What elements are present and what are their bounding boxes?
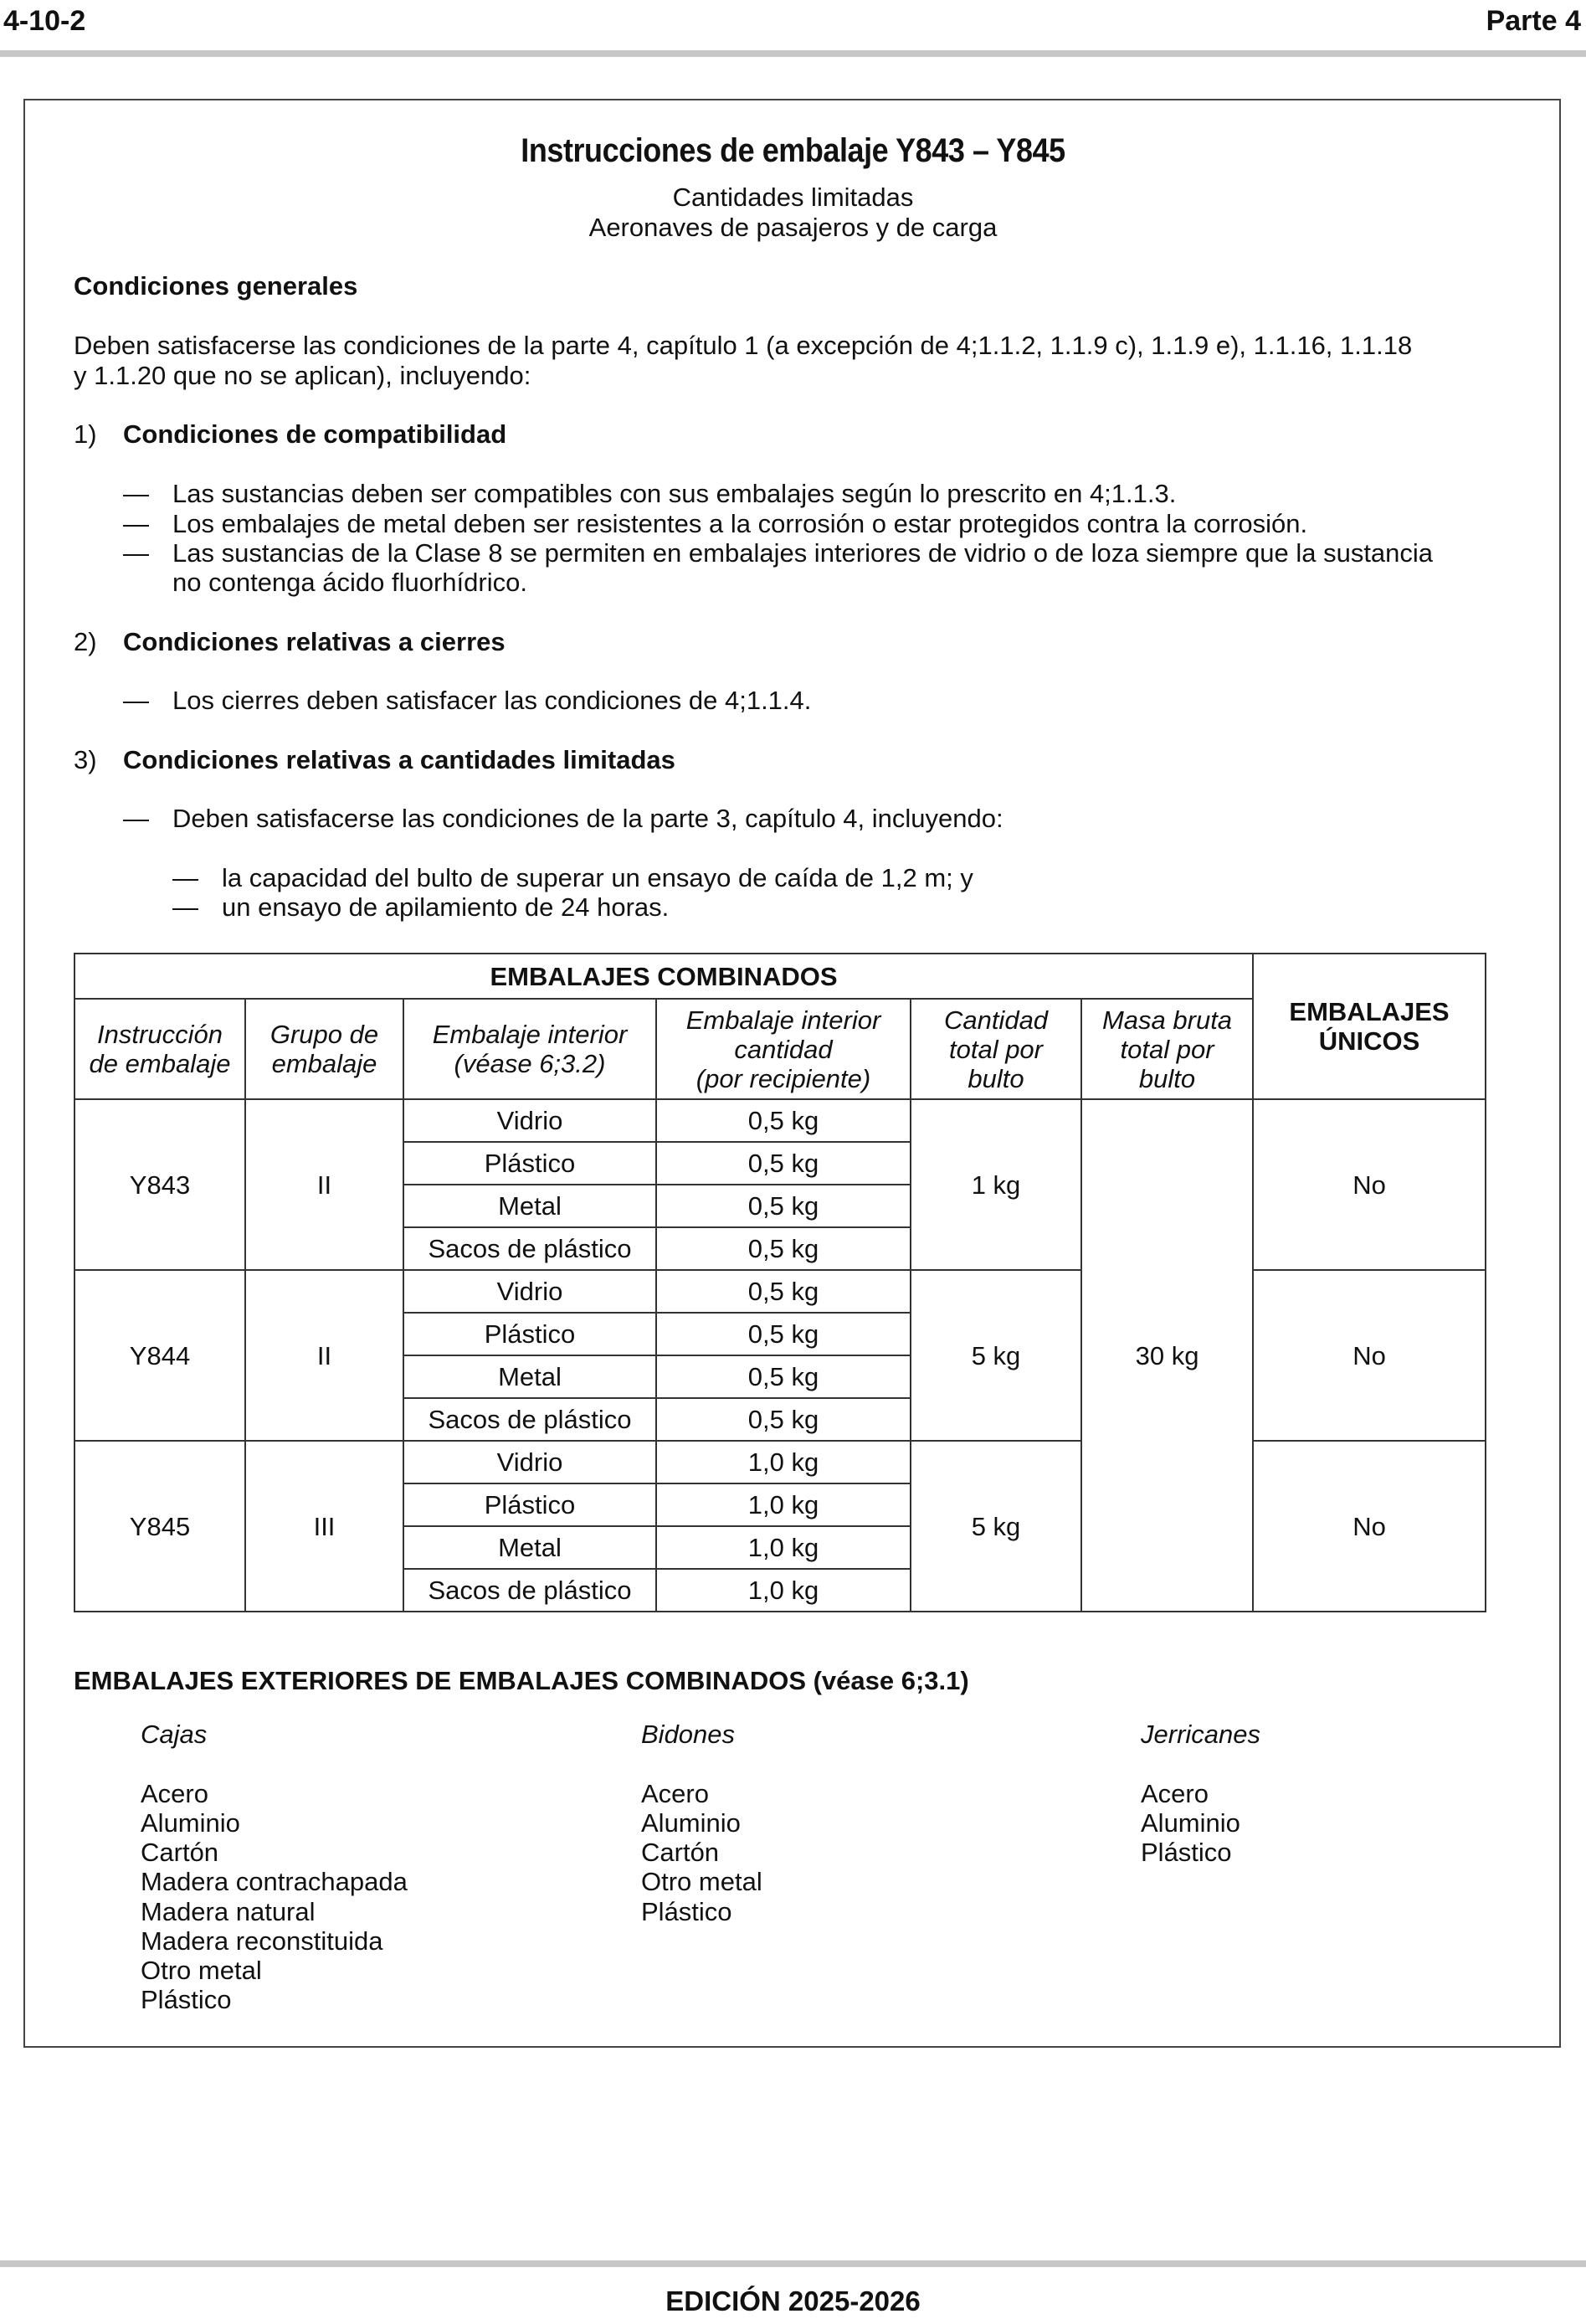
header-line: Grupo de — [269, 1020, 379, 1049]
header-packing-instruction — [74, 999, 245, 1099]
outer-column-title-drums: Bidones — [641, 1720, 736, 1749]
cell-inner-quantity: 1,0 kg — [656, 1483, 911, 1526]
general-conditions-text-line2: y 1.1.20 que no se aplican), incluyendo: — [74, 361, 531, 390]
running-header-page-number: 4-10-2 — [3, 5, 86, 37]
cell-inner-quantity: 0,5 kg — [656, 1270, 911, 1313]
list-item: Plástico — [141, 1985, 232, 2014]
cell-inner-packaging: Metal — [403, 1355, 656, 1398]
cell-single-packagings: No — [1253, 1441, 1486, 1612]
header-line: (véase 6;3.2) — [454, 1049, 606, 1078]
outer-packagings-heading: EMBALAJES EXTERIORES DE EMBALAJES COMBINADOS (véase 6;3.1) — [74, 1666, 969, 1695]
header-line: bulto — [1138, 1063, 1196, 1093]
header-line: (por recipiente) — [695, 1063, 871, 1093]
running-header-part: Parte 4 — [1486, 5, 1581, 37]
list-item: Acero — [141, 1779, 208, 1808]
outer-column-title-jerricans: Jerricanes — [1141, 1720, 1260, 1749]
general-conditions-heading: Condiciones generales — [74, 271, 358, 301]
cell-inner-quantity: 0,5 kg — [656, 1142, 911, 1185]
dash: — — [123, 804, 149, 833]
section-3-number: 3) — [74, 745, 97, 774]
header-line: ÚNICOS — [1318, 1026, 1420, 1056]
header-line: total por — [948, 1034, 1043, 1064]
cell-inner-packaging: Vidrio — [403, 1099, 656, 1142]
cell-inner-packaging: Vidrio — [403, 1441, 656, 1483]
section-1-number: 1) — [74, 419, 97, 449]
subtitle-limited-quantities: Cantidades limitadas — [672, 183, 914, 212]
cell-inner-quantity: 1,0 kg — [656, 1569, 911, 1612]
header-inner-quantity — [656, 999, 911, 1099]
cell-total-quantity: 5 kg — [911, 1270, 1081, 1441]
section-1-item-1: Las sustancias deben ser compatibles con sus embalajes según lo prescrito en 4;1.1.3. — [172, 479, 1177, 508]
subtitle-aircraft: Aeronaves de pasajeros y de carga — [588, 213, 998, 242]
dash: — — [123, 686, 149, 715]
table-group-header-row — [74, 954, 1486, 999]
outer-column-title-boxes: Cajas — [141, 1720, 208, 1749]
cell-packing-group: II — [245, 1099, 403, 1270]
header-line: cantidad — [734, 1034, 833, 1064]
cell-inner-quantity: 1,0 kg — [656, 1441, 911, 1483]
list-item: Otro metal — [641, 1867, 762, 1896]
header-line: Masa bruta — [1101, 1005, 1233, 1035]
cell-instruction: Y843 — [74, 1099, 245, 1270]
combined-packagings-header: EMBALAJES COMBINADOS — [74, 954, 1253, 999]
list-item: Cartón — [141, 1838, 219, 1867]
header-line: Cantidad — [943, 1005, 1049, 1035]
cell-inner-quantity: 0,5 kg — [656, 1398, 911, 1441]
cell-inner-quantity: 0,5 kg — [656, 1099, 911, 1142]
header-line: embalaje — [271, 1049, 377, 1078]
list-item: Plástico — [1141, 1838, 1232, 1867]
edition-footer: EDICIÓN 2025-2026 — [665, 2285, 921, 2316]
cell-packing-group: III — [245, 1441, 403, 1612]
cell-inner-packaging: Vidrio — [403, 1270, 656, 1313]
cell-instruction: Y845 — [74, 1441, 245, 1612]
list-item: Aluminio — [1141, 1808, 1240, 1838]
list-item: Acero — [1141, 1779, 1209, 1808]
cell-inner-packaging: Metal — [403, 1185, 656, 1227]
cell-inner-packaging: Plástico — [403, 1313, 656, 1355]
cell-instruction: Y844 — [74, 1270, 245, 1441]
list-item: Aluminio — [141, 1808, 240, 1838]
list-item: Madera natural — [141, 1897, 316, 1926]
section-2-item-1: Los cierres deben satisfacer las condiciones de 4;1.1.4. — [172, 686, 812, 715]
header-inner-packaging — [403, 999, 656, 1099]
list-item: Plástico — [641, 1897, 732, 1926]
single-packagings-header — [1253, 954, 1486, 1099]
cell-inner-quantity: 1,0 kg — [656, 1526, 911, 1569]
section-2-heading: Condiciones relativas a cierres — [123, 627, 506, 656]
section-3-item-1: Deben satisfacerse las condiciones de la parte 3, capítulo 4, incluyendo: — [172, 804, 1003, 833]
header-line: Embalaje interior — [685, 1005, 881, 1035]
general-conditions-text-line1: Deben satisfacerse las condiciones de la parte 4, capítulo 1 (a excepción de 4;1.1.2, 1.1.9 c), 1.1.9 e), 1.1.16, 1.1.18 — [74, 331, 1413, 360]
cell-inner-packaging: Sacos de plástico — [403, 1398, 656, 1441]
table-row — [74, 1441, 1486, 1483]
cell-single-packagings: No — [1253, 1270, 1486, 1441]
section-1-item-3-continued: no contenga ácido fluorhídrico. — [172, 568, 527, 597]
cell-gross-mass: 30 kg — [1081, 1099, 1253, 1612]
list-item: Acero — [641, 1779, 709, 1808]
section-3-subitem-1: la capacidad del bulto de superar un ensayo de caída de 1,2 m; y — [222, 863, 973, 892]
section-3-subitem-2: un ensayo de apilamiento de 24 horas. — [222, 892, 670, 922]
cell-inner-quantity: 0,5 kg — [656, 1185, 911, 1227]
section-1-item-3: Las sustancias de la Clase 8 se permiten en embalajes interiores de vidrio o de loza siempre que la sustancia — [172, 538, 1434, 568]
header-packing-group — [245, 999, 403, 1099]
cell-total-quantity: 1 kg — [911, 1099, 1081, 1270]
cell-inner-packaging: Metal — [403, 1526, 656, 1569]
cell-packing-group: II — [245, 1270, 403, 1441]
section-2-number: 2) — [74, 627, 97, 656]
cell-total-quantity: 5 kg — [911, 1441, 1081, 1612]
cell-inner-packaging: Sacos de plástico — [403, 1569, 656, 1612]
cell-inner-packaging: Plástico — [403, 1483, 656, 1526]
header-line: bulto — [968, 1063, 1024, 1093]
dash: — — [123, 538, 149, 568]
list-item: Madera contrachapada — [141, 1867, 408, 1896]
list-item: Madera reconstituida — [141, 1926, 383, 1956]
header-line: de embalaje — [89, 1049, 231, 1078]
header-line: EMBALAJES — [1289, 997, 1450, 1026]
header-line: Instrucción — [97, 1020, 223, 1049]
section-3-heading: Condiciones relativas a cantidades limitadas — [123, 745, 675, 774]
packing-instruction-table — [74, 953, 1486, 1612]
footer-rule — [0, 2260, 1586, 2267]
header-gross-mass — [1081, 999, 1253, 1099]
cell-inner-quantity: 0,5 kg — [656, 1313, 911, 1355]
header-line: total por — [1120, 1034, 1214, 1064]
table-row — [74, 1099, 1486, 1142]
section-1-heading: Condiciones de compatibilidad — [123, 419, 507, 449]
list-item: Cartón — [641, 1838, 720, 1867]
page-title: Instrucciones de embalaje Y843 – Y845 — [521, 132, 1065, 169]
section-1-item-2: Los embalajes de metal deben ser resistentes a la corrosión o estar protegidos contra la corrosión. — [172, 509, 1308, 538]
header-rule — [0, 50, 1586, 57]
dash: — — [123, 479, 149, 508]
header-line: Embalaje interior — [432, 1020, 628, 1049]
dash: — — [172, 892, 198, 922]
header-total-quantity — [911, 999, 1081, 1099]
cell-single-packagings: No — [1253, 1099, 1486, 1270]
dash: — — [172, 863, 198, 892]
table-row — [74, 1270, 1486, 1313]
dash: — — [123, 509, 149, 538]
list-item: Aluminio — [641, 1808, 741, 1838]
cell-inner-quantity: 0,5 kg — [656, 1355, 911, 1398]
cell-inner-packaging: Plástico — [403, 1142, 656, 1185]
cell-inner-quantity: 0,5 kg — [656, 1227, 911, 1270]
list-item: Otro metal — [141, 1956, 262, 1985]
cell-inner-packaging: Sacos de plástico — [403, 1227, 656, 1270]
